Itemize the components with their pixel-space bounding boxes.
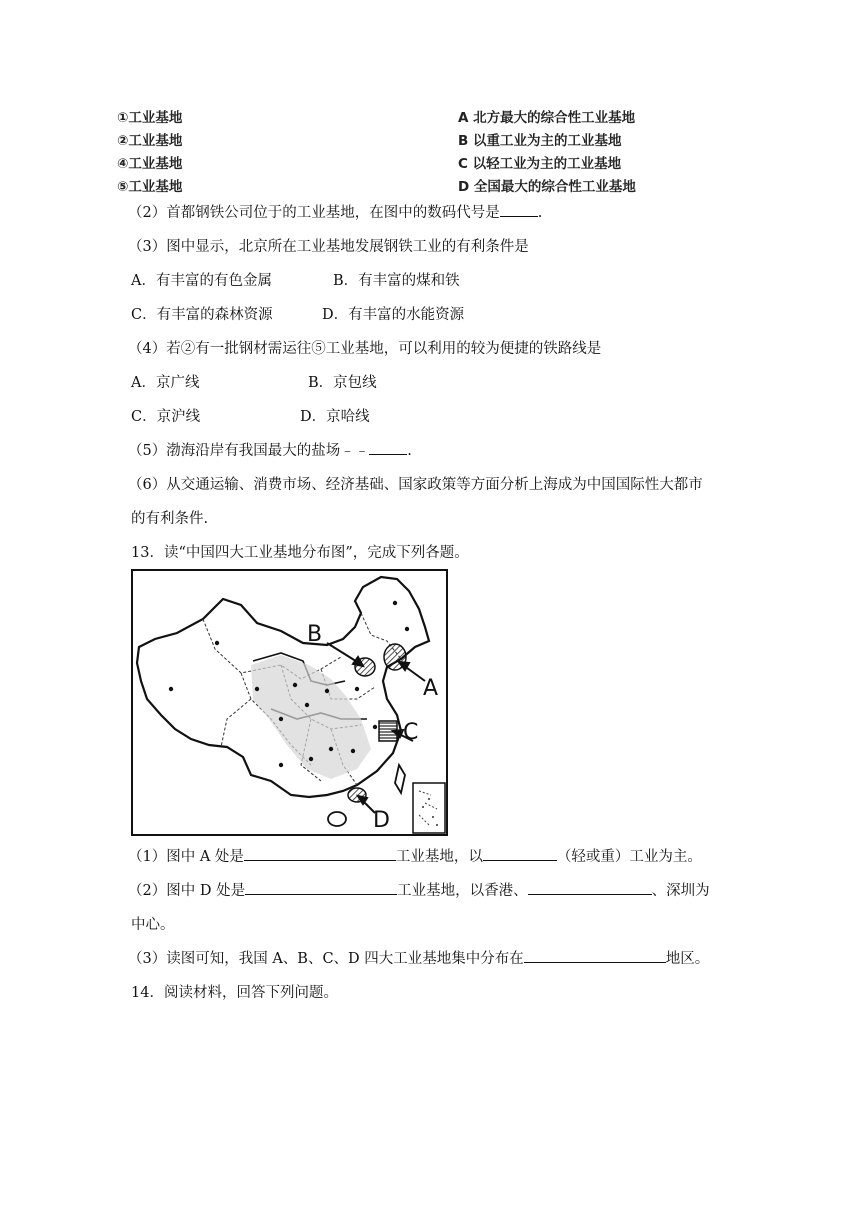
q13-sub2-text-b: 工业基地，以香港、 [397, 883, 528, 899]
q13-sub2-line2: 中心。 [131, 917, 175, 933]
q12-sub6-line1: （6）从交通运输、消费市场、经济基础、国家政策等方面分析上海成为中国国际性大都市 [128, 477, 703, 493]
match-left-4: ⑤工业基地 [117, 179, 183, 195]
answer-blank[interactable] [245, 879, 397, 895]
q12-sub4-option-c: C．京沪线 [131, 409, 201, 425]
q12-sub6-line2: 的有利条件. [131, 511, 209, 527]
q12-sub5 [128, 439, 412, 460]
q13-title: 13．读“中国四大工业基地分布图”，完成下列各题。 [131, 545, 469, 561]
answer-blank[interactable] [483, 845, 557, 861]
match-right-3: C 以轻工业为主的工业基地 [458, 156, 622, 172]
q12-sub5-text: （5）渤海沿岸有我国最大的盐场﹣﹣ [128, 443, 370, 459]
q13-sub2 [128, 879, 710, 900]
answer-blank[interactable] [528, 879, 652, 895]
map-label-b: B [307, 622, 323, 647]
q13-sub1-text-c: （轻或重）工业为主。 [556, 849, 702, 865]
q12-sub3-option-a: A．有丰富的有色金属 [131, 273, 272, 289]
match-right-4: D 全国最大的综合性工业基地 [458, 179, 636, 195]
q12-sub2-text: （2）首都钢铁公司位于的工业基地，在图中的数码代号是 [128, 205, 500, 221]
map-label-c: C [403, 720, 419, 745]
q13-sub3-text-b: 地区。 [665, 951, 710, 967]
hainan-island [328, 812, 346, 826]
match-right-1: A 北方最大的综合性工业基地 [458, 110, 636, 126]
q12-sub4-option-a: A．京广线 [131, 375, 200, 391]
q12-sub2 [128, 201, 542, 222]
map-label-a: A [423, 676, 439, 701]
q14-title: 14．阅读材料，回答下列问题。 [131, 985, 338, 1001]
south-china-sea-inset [413, 783, 445, 833]
q13-sub1 [128, 845, 702, 866]
q12-sub3: （3）图中显示，北京所在工业基地发展钢铁工业的有利条件是 [128, 239, 529, 255]
map-label-d: D [373, 808, 390, 833]
q13-sub1-text-b: 工业基地，以 [395, 849, 483, 865]
china-industrial-base-map [131, 569, 448, 836]
q12-sub3-option-b: B．有丰富的煤和铁 [333, 273, 460, 289]
match-left-1: ①工业基地 [117, 110, 183, 126]
answer-blank[interactable] [500, 201, 538, 217]
q12-sub4: （4）若②有一批钢材需运往⑤工业基地，可以利用的较为便捷的铁路线是 [128, 341, 602, 357]
match-left-2: ②工业基地 [117, 133, 183, 149]
q13-sub3-text-a: （3）读图可知，我国 A、B、C、D 四大工业基地集中分布在 [128, 951, 524, 967]
answer-blank[interactable] [524, 947, 666, 963]
answer-blank[interactable] [244, 845, 396, 861]
q12-sub5-end: . [407, 443, 412, 459]
q12-sub4-option-b: B．京包线 [308, 375, 377, 391]
q12-sub2-end: . [537, 205, 543, 221]
q13-sub1-text-a: （1）图中 A 处是 [128, 849, 244, 865]
q13-sub2-text-c: 、深圳为 [651, 883, 710, 899]
match-left-3: ④工业基地 [117, 156, 183, 172]
answer-blank[interactable] [369, 439, 407, 455]
q13-sub2-text-a: （2）图中 D 处是 [128, 883, 246, 899]
q12-sub4-option-d: D．京哈线 [300, 409, 370, 425]
q12-sub3-option-d: D．有丰富的水能资源 [322, 307, 465, 323]
q13-sub3 [128, 947, 709, 968]
match-right-2: B 以重工业为主的工业基地 [458, 133, 622, 149]
q12-sub3-option-c: C．有丰富的森林资源 [131, 307, 273, 323]
